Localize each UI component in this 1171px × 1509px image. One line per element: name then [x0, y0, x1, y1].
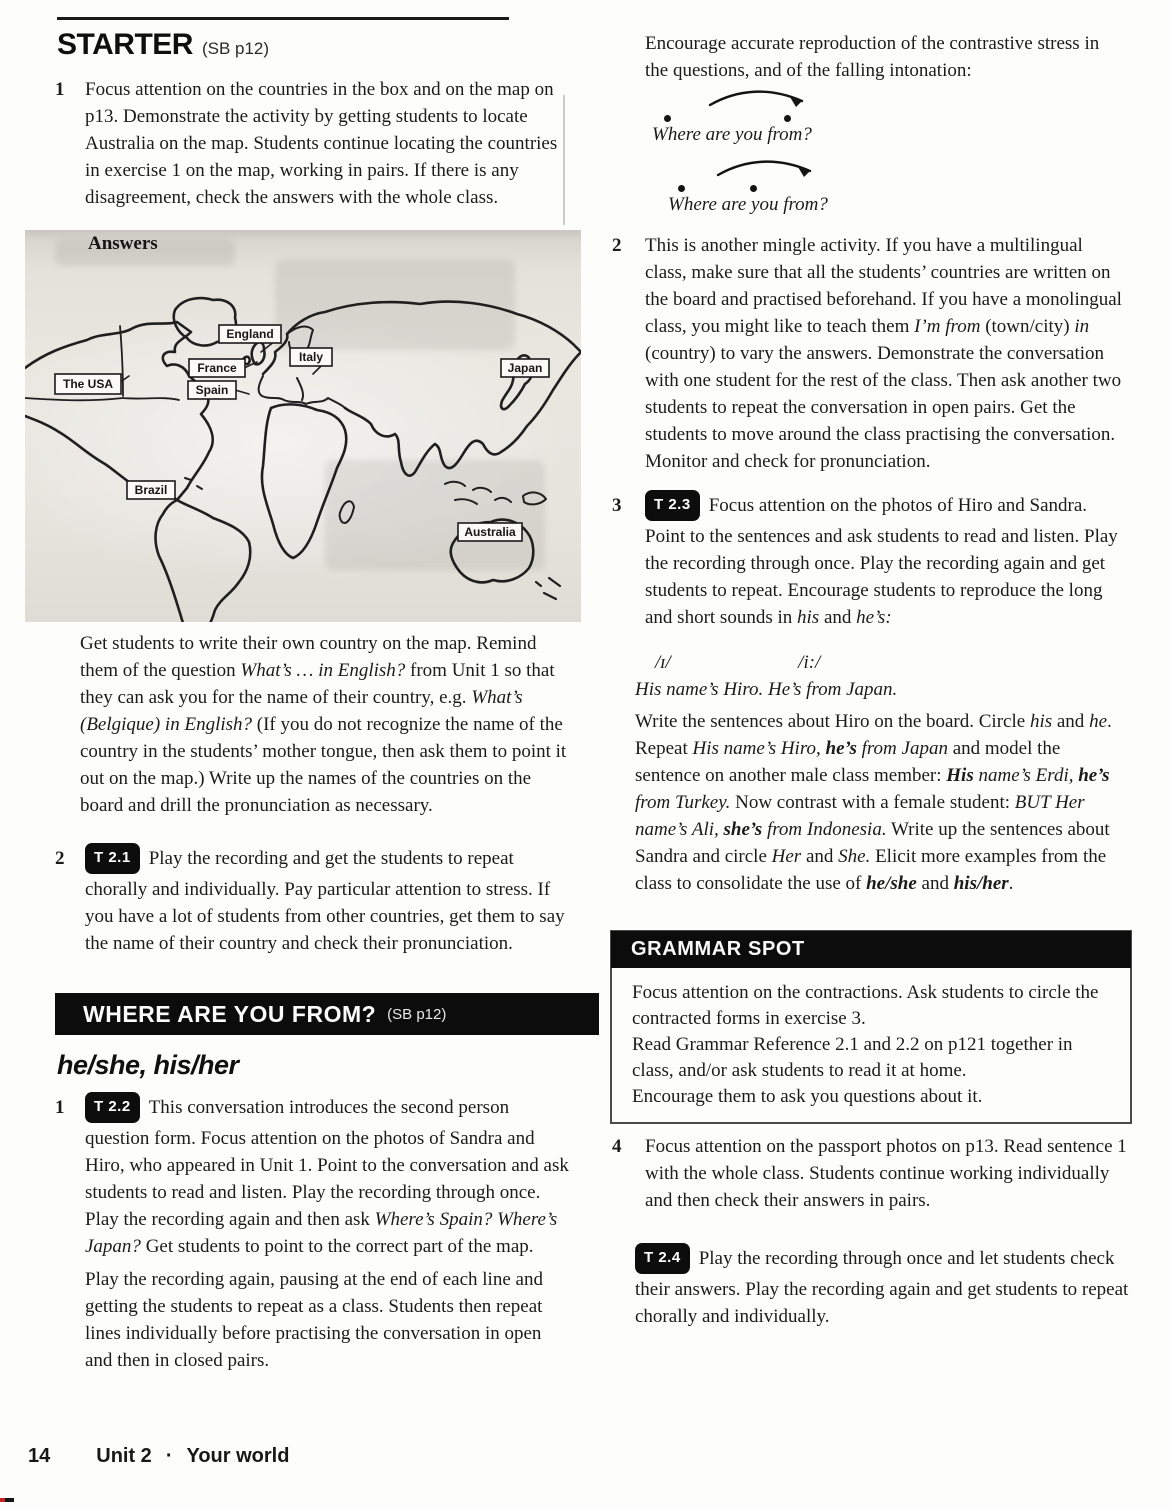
- item-number: 1: [55, 79, 65, 100]
- item-number: 2: [55, 848, 65, 869]
- intonation-text: Where are you from?: [668, 194, 828, 215]
- madagascar-outline: [340, 501, 354, 523]
- right-intro-paragraph: Encourage accurate reproduction of the contrastive stress in the questions, and of the falling intonation:: [645, 33, 1100, 81]
- right-item-2: [612, 232, 1128, 475]
- map-label-spain: [188, 381, 236, 399]
- uk-outline: [243, 342, 264, 364]
- italy-outline: [297, 378, 303, 400]
- continuation-paragraph: Play the recording again, pausing at the end of each line and getting the students to repeat as a class. Students then repeat lines individually before practising the conversation in open and then in closed pairs.: [85, 1269, 543, 1371]
- map-label-australia: [458, 523, 522, 541]
- grammar-spot-header: [611, 931, 1131, 968]
- page-footer: [28, 1445, 289, 1468]
- footer-unit: Unit 2: [96, 1445, 152, 1467]
- t24-paragraph: [635, 1245, 1135, 1330]
- svg-text:Brazil: Brazil: [134, 483, 168, 497]
- item-text-content: Focus attention on the photos of Hiro and Sandra. Point to the sentences and ask students to read and listen. Play the recording through once. Play the recording again and get students to repeat. Encourage students to reproduce the long and short sounds in his and he’s:: [645, 495, 1118, 628]
- starter-ref: (SB p12): [201, 39, 270, 58]
- grammar-spot-line: Focus attention on the contractions. Ask students to circle the contracted forms in exercise 3.: [632, 982, 1099, 1029]
- track-badge-t21: T 2.1: [85, 843, 140, 874]
- new-guinea-outline: [523, 492, 546, 504]
- item-text: This is another mingle activity. If you have a multilingual class, make sure that all the students’ countries are written on the board and practised beforehand. If you have a monolingual class, you might like to teach them I’m from (town/city) in (country) to vary the answers. Demonstrate the conversation with one student for the rest of the class. Then ask another two students to repeat the conversation in open pairs. Get the students to move around the class practising the conversation. Monitor and check for pronunciation.: [645, 235, 1122, 472]
- track-badge-t22: T 2.2: [85, 1092, 140, 1123]
- item-number: 3: [612, 495, 622, 516]
- svg-text:Australia: Australia: [464, 525, 516, 539]
- stress-dot: [750, 185, 757, 192]
- section-item-1: [55, 1094, 570, 1260]
- item-text: Focus attention on the passport photos on p13. Read sentence 1 with the whole class. Students continue working individually and then check their answers in pairs.: [645, 1136, 1127, 1211]
- map-label-england: [219, 325, 281, 343]
- t24-text: Play the recording through once and let students check their answers. Play the recording again and get students to repeat chorally and individually.: [635, 1248, 1129, 1327]
- item-text: Focus attention on the countries in the box and on the map on p13. Demonstrate the activity by getting students to locate Australia on the map. Students continue locating the countries in exercise 1 on the map, working in pairs. If there is any disagreement, check the answers with the whole class.: [85, 79, 558, 208]
- answers-map-panel: [25, 230, 581, 622]
- north-america-outline: [25, 322, 213, 500]
- right-item-4: [612, 1133, 1128, 1214]
- item-number: 2: [612, 235, 622, 256]
- world-map: [25, 248, 581, 622]
- indonesia-islands: [445, 482, 511, 504]
- new-zealand-outline: [536, 578, 560, 599]
- svg-text:The USA: The USA: [62, 377, 114, 391]
- section-title: WHERE ARE YOU FROM?: [83, 1000, 377, 1027]
- falling-intonation-arrow: [704, 85, 834, 115]
- grammar-spot-title: GRAMMAR SPOT: [631, 938, 805, 960]
- grammar-spot-line: Read Grammar Reference 2.1 and 2.2 on p121 together in class, and/or ask students to read it at home.: [632, 1034, 1073, 1081]
- svg-text:France: France: [197, 361, 237, 375]
- section-ref: (SB p12): [387, 1005, 447, 1023]
- item-text-content: This conversation introduces the second person question form. Focus attention on the photos of Sandra and Hiro, who appeared in Unit 1. Point to the conversation and ask students to read and listen. Play the recording through once. Play the recording again and then ask Where’s Spain? Where’s Japan? Get students to point to the correct part of the map.: [85, 1097, 569, 1257]
- intonation-example-1: [652, 85, 912, 149]
- right-item-3: [612, 492, 1128, 631]
- africa-outline: [262, 404, 346, 558]
- grammar-spot-box: [610, 930, 1132, 1124]
- stress-dot: [678, 185, 685, 192]
- intonation-example-2: [668, 155, 928, 219]
- track-badge-t23: T 2.3: [645, 490, 700, 521]
- svg-text:Japan: Japan: [507, 361, 543, 375]
- item-text: [645, 492, 1128, 631]
- starter-item-2: [55, 845, 570, 957]
- footer-separator: ·: [165, 1445, 173, 1467]
- item-text-content: Play the recording and get the students to repeat chorally and individually. Pay particular attention to stress. If you have a lot of students from other countries, get them to say the name of their country and check their pronunciation.: [85, 848, 565, 954]
- starter-heading: [57, 28, 269, 62]
- map-label-italy: [290, 348, 332, 366]
- svg-text:Spain: Spain: [195, 383, 229, 397]
- item-number: 1: [55, 1097, 65, 1118]
- page-number: 14: [28, 1445, 51, 1467]
- svg-text:England: England: [226, 327, 274, 341]
- map-label-brazil: [127, 481, 175, 499]
- after-map-paragraph: Get students to write their own country on the map. Remind them of the question What’s … in English? from Unit 1 so that they can ask you for the name of their country, e.g. What’s (Belgique) in English? (If you do not recognize the name of the country in the students’ mother tongue, then ask them to point it out on the map.) Write up the names of the countries on the board and drill the pronunciation as necessary.: [80, 633, 567, 816]
- answers-label: Answers: [88, 233, 158, 254]
- falling-intonation-arrow: [712, 155, 842, 185]
- scan-artifact-line: [563, 95, 565, 225]
- board-work-paragraph: Write the sentences about Hiro on the board. Circle his and he. Repeat His name’s Hiro, he’s from Japan and model the sentence on another male class member: His name’s Erdi, he’s from Turkey. Now contrast with a female student: BUT Her name’s Ali, she’s from Indonesia. Write up the sentences about Sandra and circle Her and She. Elicit more examples from the class to consolidate the use of he/she and his/her.: [635, 711, 1112, 894]
- south-america-outline: [156, 500, 251, 622]
- map-label-france: [189, 359, 245, 377]
- track-badge-t24: T 2.4: [635, 1243, 690, 1274]
- top-rule: [57, 17, 509, 20]
- grammar-spot-body: [612, 967, 1130, 1122]
- stress-dot: [784, 115, 791, 122]
- grammar-spot-line: Encourage them to ask you questions about it.: [632, 1086, 983, 1107]
- starter-item-1: [55, 76, 565, 211]
- phonetic-example-sentence: His name’s Hiro. He’s from Japan.: [635, 679, 898, 700]
- grammar-subheading: he/she, his/her: [57, 1050, 239, 1080]
- scan-corner-mark: [0, 1498, 14, 1502]
- footer-title: Your world: [186, 1445, 290, 1467]
- item-text: [85, 845, 570, 957]
- map-label-usa: [55, 374, 121, 394]
- map-label-japan: [501, 359, 549, 377]
- stress-dot: [664, 115, 671, 122]
- intonation-text: Where are you from?: [652, 124, 812, 145]
- item-text: [85, 1094, 570, 1260]
- long-vowel-symbol: /i:/: [798, 652, 821, 673]
- map-label-boxes: [55, 325, 549, 541]
- svg-text:Italy: Italy: [298, 350, 324, 364]
- section-banner: [55, 993, 599, 1035]
- starter-title: STARTER: [57, 28, 193, 61]
- short-vowel-symbol: /ɪ/: [655, 652, 671, 673]
- item-number: 4: [612, 1136, 622, 1157]
- phonetic-symbols: [655, 652, 820, 674]
